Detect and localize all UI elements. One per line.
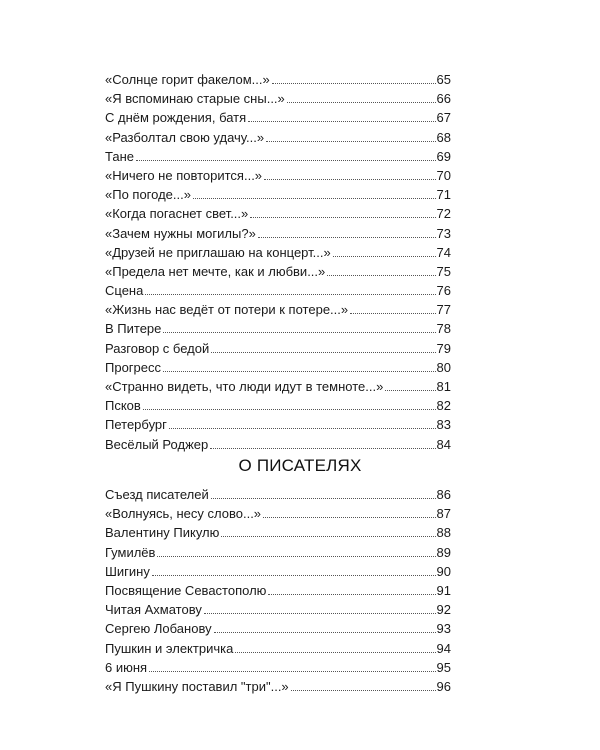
toc-entry-page-number: 67 [436,110,451,126]
dot-leader [163,332,435,333]
toc-entry-title: 6 июня [105,659,148,675]
dot-leader [385,390,435,391]
toc-entry [105,147,451,166]
toc-entry-title: «По погоде...» [105,187,191,203]
toc-entry-page-number: 80 [436,359,451,375]
toc-entry-page-number: 75 [436,263,451,279]
toc-entry-title: «Я Пушкину поставил "три"...» [105,678,289,694]
toc-entry-page-number: 90 [436,563,451,579]
toc-entry [105,358,451,377]
toc-entry-page-number: 89 [436,544,451,560]
dot-leader [145,294,435,295]
dot-leader [235,652,435,653]
toc-entry [105,166,451,185]
dot-leader [136,160,436,161]
dot-leader [272,83,436,84]
toc-entry-page-number: 65 [436,72,451,87]
toc-entry-title: Тане [105,148,134,164]
toc-entry-page-number: 70 [436,167,451,183]
toc-entry [105,128,451,147]
toc-entry-page-number: 76 [436,283,451,299]
dot-leader [287,102,436,103]
toc-entry-page-number: 81 [436,379,451,394]
toc-entry [105,70,451,89]
dot-leader [211,352,435,353]
toc-entry-title: Петербург [105,417,167,433]
toc-entry-page-number: 84 [436,436,451,452]
toc-entry-title: «Зачем нужны могилы?» [105,225,256,241]
toc-entry [105,89,451,108]
toc-entry-page-number: 92 [436,602,451,618]
toc-entry [105,581,451,600]
toc-entry-title: «Странно видеть, что люди идут в темноте...» [105,379,384,394]
toc-entry [105,415,451,434]
toc-entry-page-number: 74 [436,244,451,260]
toc-entry [105,435,451,454]
toc-entry-title: В Питере [105,321,162,337]
dot-leader [204,613,436,614]
toc-entry [105,281,451,300]
dot-leader [169,428,436,429]
section-heading: О ПИСАТЕЛЯХ [238,456,362,475]
toc-entry-title: «Когда погаснет свет...» [105,206,249,222]
toc-entry-title: Съезд писателей [105,487,209,502]
toc-entry-title: Валентину Пикулю [105,525,220,541]
toc-entry-title: Прогресс [105,359,162,375]
toc-entry-page-number: 71 [436,187,451,203]
dot-leader [193,198,436,199]
toc-entry-page-number: 73 [436,225,451,241]
toc-entry-title: Сцена [105,283,144,299]
dot-leader [268,594,435,595]
toc-entry [105,619,451,638]
toc-entry [105,562,451,581]
toc-entry-page-number: 95 [436,659,451,675]
toc-entry-page-number: 86 [436,487,451,502]
toc-entry-title: Читая Ахматову [105,602,202,618]
dot-leader [263,517,435,518]
dot-leader [163,371,436,372]
dot-leader [258,237,436,238]
toc-entry-page-number: 66 [436,91,451,107]
toc-entry-title: «Предела нет мечте, как и любви...» [105,263,326,279]
toc-entry-page-number: 94 [436,640,451,656]
toc-entry-page-number: 87 [436,506,451,522]
toc-entry-title: «Я вспоминаю старые сны...» [105,91,285,107]
toc-entry-title: Псков [105,398,141,414]
toc-list-poems [105,70,451,454]
dot-leader [211,498,436,499]
toc-entry-title: «Жизнь нас ведёт от потери к потере...» [105,302,349,318]
dot-leader [152,575,436,576]
toc-entry-page-number: 83 [436,417,451,433]
dot-leader [264,179,435,180]
toc-entry-page-number: 77 [436,302,451,318]
toc-entry-page-number: 78 [436,321,451,337]
toc-entry [105,677,451,696]
toc-entry [105,108,451,127]
dot-leader [248,121,435,122]
dot-leader [149,671,435,672]
toc-entry-page-number: 68 [436,129,451,145]
dot-leader [250,217,435,218]
dot-leader [143,409,436,410]
toc-entry [105,243,451,262]
toc-entry [105,377,451,396]
toc-entry-page-number: 79 [436,340,451,356]
toc-entry-page-number: 93 [436,621,451,637]
dot-leader [210,448,435,449]
dot-leader [327,275,435,276]
toc-entry [105,319,451,338]
toc-entry [105,543,451,562]
toc-entry [105,658,451,677]
toc-entry-title: Сергею Лобанову [105,621,212,637]
toc-entry-title: С днём рождения, батя [105,110,247,126]
toc-entry-title: «Ничего не повторится...» [105,167,263,183]
toc-entry-page-number: 72 [436,206,451,222]
toc-entry [105,224,451,243]
dot-leader [157,556,435,557]
toc-entry-page-number: 69 [436,148,451,164]
toc-entry [105,485,451,504]
toc-entry [105,523,451,542]
dot-leader [221,536,435,537]
dot-leader [350,313,435,314]
toc-entry [105,185,451,204]
dot-leader [291,690,436,691]
toc-entry-title: Посвящение Севастополю [105,582,267,598]
toc-entry-page-number: 82 [436,398,451,414]
toc-entry-title: Пушкин и электричка [105,640,234,656]
dot-leader [214,632,436,633]
toc-entry [105,600,451,619]
toc-entry-page-number: 91 [436,582,451,598]
toc-entry [105,639,451,658]
toc-entry [105,339,451,358]
toc-entry-title: «Разболтал свою удачу...» [105,129,265,145]
toc-entry [105,204,451,223]
toc-entry-title: «Волнуясь, несу слово...» [105,506,262,522]
toc-entry [105,262,451,281]
toc-entry-title: Шигину [105,563,150,579]
toc-entry-title: Весёлый Роджер [105,436,209,452]
toc-entry [105,300,451,319]
toc-entry-title: Разговор с бедой [105,340,210,356]
toc-entry-title: Гумилёв [105,544,156,560]
toc-entry-page-number: 96 [436,678,451,694]
toc-entry [105,504,451,523]
toc-entry-page-number: 88 [436,525,451,541]
toc-list-about-writers [105,485,451,696]
dot-leader [266,141,435,142]
dot-leader [333,256,436,257]
toc-entry-title: «Друзей не приглашаю на концерт...» [105,244,331,260]
toc-entry [105,396,451,415]
toc-entry-title: «Солнце горит факелом...» [105,72,270,87]
